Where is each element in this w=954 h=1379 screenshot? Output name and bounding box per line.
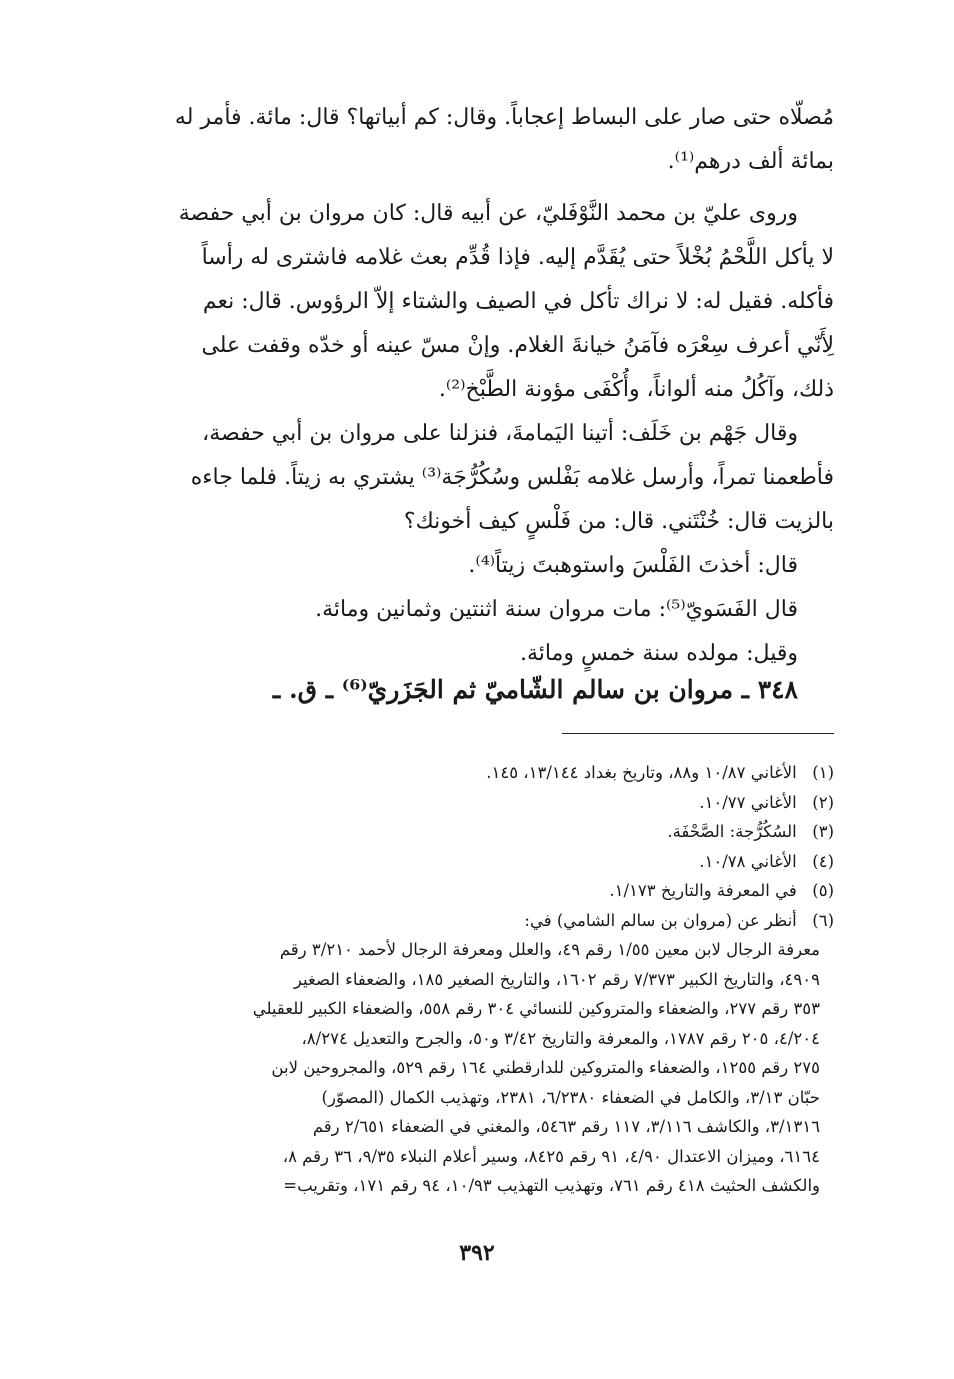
text-line: قال الفَسَويّ⁽⁵⁾: مات مروان سنة اثنتين وثمانين ومائة.	[315, 597, 798, 622]
footnote-number: (٤)	[812, 851, 834, 871]
text-line: بالزيت قال: خُنْتَني. قال: من فَلْسٍ كيف أخونك؟	[403, 509, 834, 534]
footnote-6-line: حبّان ٣/١٣، والكامل في الضعفاء ٦/٢٣٨٠، ٢٣٨١، وتهذيب الكمال (المصوّر)	[321, 1087, 820, 1107]
footnote-6-line: ٤٩٠٩، والتاريخ الكبير ٧/٣٧٣ رقم ١٦٠٢، والتاريخ الصغير ١٨٥، والضعفاء الصغير	[293, 969, 820, 989]
text-line: فأكله. فقيل له: لا نراك تأكل في الصيف والشتاء إلاّ الرؤوس. قال: نعم	[202, 289, 834, 314]
entry-heading	[110, 668, 834, 712]
text-line: وروى عليّ بن محمد النَّوْفَليّ، عن أبيه قال: كان مروان بن أبي حفصة	[178, 201, 798, 226]
footnote-number: (٣)	[812, 822, 834, 841]
paragraph-nawfali-report	[110, 192, 834, 412]
footnote-6-line: والكشف الحثيث ٤١٨ رقم ٧٦١، وتهذيب التهذيب ١٠/٩٣، ٩٤ رقم ١٧١، وتقريب=	[283, 1176, 820, 1195]
entry-title: ٣٤٨ ـ مروان بن سالم الشّاميّ ثم الجَزَريّ⁽⁶⁾ ـ ق. ـ	[272, 675, 798, 704]
paragraph-continuation	[110, 96, 834, 184]
footnote-number: (١)	[812, 763, 834, 782]
footnote-6-line: ٤/٢٠٤، ٢٠٥ رقم ١٧٨٧، والمعرفة والتاريخ ٣/٤٢ و٥٠، والجرح والتعديل ٨/٢٧٤،	[301, 1028, 820, 1048]
footnote-6-line: ٣٥٣ رقم ٢٧٧، والضعفاء والمتروكين للنسائي ٣٠٤ رقم ٥٥٨، والضعفاء الكبير للعقيلي	[252, 999, 820, 1018]
paragraph-jahm-report	[110, 412, 834, 676]
text-line: وقال جَهْم بن خَلَف: أتينا اليَمامةَ، فنزلنا على مروان بن أبي حفصة،	[202, 421, 798, 446]
footnote-text: السُكُرُّجة: الصَّحْفَة.	[667, 822, 797, 841]
text-line: فأطعمنا تمراً، وأرسل غلامه بَفْلس وسُكُرُّجَة⁽³⁾ يشتري به زيتاً. فلما جاءه	[190, 465, 834, 490]
footnote-6	[108, 906, 834, 936]
text-line: لِأَنّي أعرف سِعْرَه فآمَنُ خيانةَ الغلام. وإنْ مسّ عينه أو خدّه وقفت على	[201, 333, 834, 358]
footnote-1	[108, 758, 834, 788]
footnote-5	[108, 876, 834, 906]
page-number: ٣٩٢	[459, 1240, 495, 1266]
text-line: قال: أخذتَ الفَلْسَ واستوهبتَ زيتاً⁽⁴⁾.	[468, 553, 798, 578]
footnote-text: في المعرفة والتاريخ ١/١٧٣.	[609, 881, 797, 900]
footnote-text: الأغاني ١٠/٧٧.	[699, 792, 797, 812]
footnotes	[108, 758, 834, 1201]
text-line: ذلك، وآكُلُ منه ألواناً، وأُكْفَى مؤونة الطَّبْخ⁽²⁾.	[438, 377, 834, 402]
footnote-number: (٦)	[812, 910, 834, 930]
footnote-6-line: ٣/١٣١٦، والكاشف ٣/١١٦، ١١٧ رقم ٥٤٦٣، والمغني في الضعفاء ٢/٦٥١ رقم	[312, 1117, 820, 1136]
text-line: مُصلّاه حتى صار على البساط إعجاباً. وقال: كم أبياتها؟ قال: مائة. فأمر له	[174, 105, 834, 130]
footnote-4	[108, 847, 834, 877]
footnote-number: (٥)	[812, 881, 834, 900]
footnote-3	[108, 817, 834, 847]
text-line: وقيل: مولده سنة خمسٍ ومائة.	[519, 641, 798, 666]
footnote-6-line: ٦١٦٤، وميزان الاعتدال ٤/٩٠، ٩١ رقم ٨٤٢٥، وسير أعلام النبلاء ٩/٣٥، ٣٦ رقم ٨،	[282, 1146, 820, 1166]
text-line: لا يأكل اللَّحْمُ بُخْلاً حتى يُقَدَّم إليه. فإذا قُدِّم بعث غلامه فاشترى له رأساً	[201, 245, 834, 270]
footnote-divider	[562, 733, 834, 734]
footnote-text: الأغاني ١٠/٨٧ و٨٨، وتاريخ بغداد ١٣/١٤٤، ١٤٥.	[486, 763, 797, 782]
footnote-number: (٢)	[812, 792, 834, 812]
footnote-text: أنظر عن (مروان بن سالم الشامي) في:	[524, 910, 797, 930]
footnote-6-line: ٢٧٥ رقم ١٢٥٥، والضعفاء والمتروكين للدارقطني ١٦٤ رقم ٥٢٩، والمجروحين لابن	[271, 1058, 820, 1077]
footnote-2	[108, 788, 834, 818]
footnote-6-line: معرفة الرجال لابن معين ١/٥٥ رقم ٤٩، والعلل ومعرفة الرجال لأحمد ٣/٢١٠ رقم	[279, 940, 820, 959]
footnote-text: الأغاني ١٠/٧٨.	[699, 851, 797, 871]
text-line: بمائة ألف درهم⁽¹⁾.	[667, 149, 834, 174]
